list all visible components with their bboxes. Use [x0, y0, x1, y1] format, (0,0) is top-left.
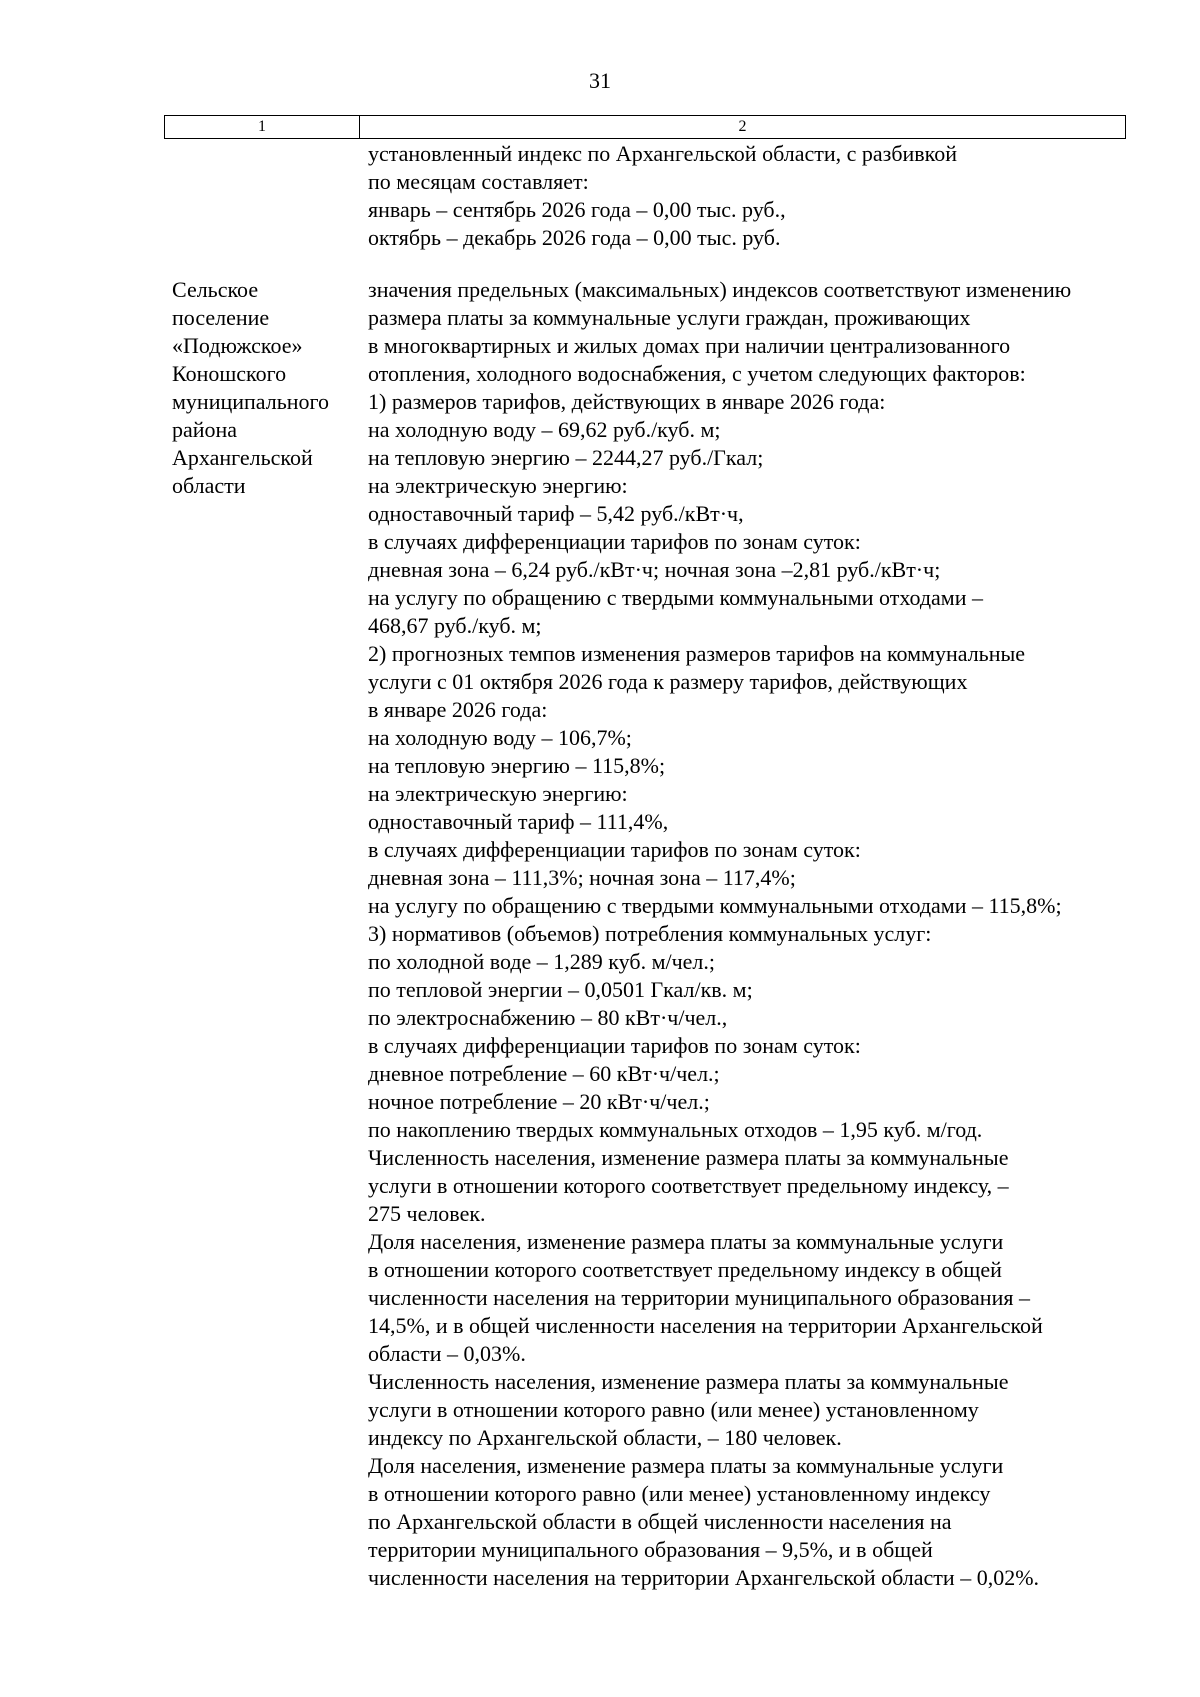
description-line: численности населения на территории муниципального образования – [368, 1285, 1030, 1310]
description-line: 2) прогнозных темпов изменения размеров тарифов на коммунальные [368, 641, 1026, 666]
description-line: одноставочный тариф – 111,4%, [368, 809, 669, 834]
index-description [368, 276, 1071, 1592]
description-line: в случаях дифференциации тарифов по зонам суток: [368, 1033, 861, 1058]
description-line: услуги в отношении которого соответствует предельному индексу, – [368, 1173, 1009, 1198]
description-line: по тепловой энергии – 0,0501 Гкал/кв. м; [368, 977, 753, 1002]
continuation-line: январь – сентябрь 2026 года – 0,00 тыс. руб., [368, 197, 786, 222]
description-line: 1) размеров тарифов, действующих в январе 2026 года: [368, 389, 886, 414]
description-line: по Архангельской области в общей численности населения на [368, 1509, 952, 1534]
description-line: области – 0,03%. [368, 1341, 526, 1366]
description-line: 468,67 руб./куб. м; [368, 613, 542, 638]
description-line: индексу по Архангельской области, – 180 человек. [368, 1425, 842, 1450]
municipality-name [172, 276, 329, 500]
description-line: на холодную воду – 106,7%; [368, 725, 632, 750]
description-line: территории муниципального образования – 9,5%, и в общей [368, 1537, 933, 1562]
description-line: Доля населения, изменение размера платы за коммунальные услуги [368, 1229, 1004, 1254]
municipality-line: Архангельской [172, 445, 313, 470]
page-number: 31 [589, 68, 611, 93]
table-header-row [164, 115, 1126, 139]
description-line: на тепловую энергию – 115,8%; [368, 753, 666, 778]
description-line: на услугу по обращению с твердыми коммунальными отходами – 115,8%; [368, 893, 1062, 918]
description-line: отопления, холодного водоснабжения, с учетом следующих факторов: [368, 361, 1026, 386]
description-line: на услугу по обращению с твердыми коммунальными отходами – [368, 585, 984, 610]
municipality-line: поселение [172, 305, 270, 330]
description-line: численности населения на территории Архангельской области – 0,02%. [368, 1565, 1040, 1590]
continuation-text [368, 140, 957, 252]
description-line: значения предельных (максимальных) индексов соответствуют изменению [368, 277, 1072, 302]
description-line: в январе 2026 года: [368, 697, 548, 722]
description-line: в многоквартирных и жилых домах при наличии централизованного [368, 333, 1011, 358]
municipality-line: «Подюжское» [172, 333, 303, 358]
description-line: Доля населения, изменение размера платы за коммунальные услуги [368, 1453, 1004, 1478]
description-line: одноставочный тариф – 5,42 руб./кВт·ч, [368, 501, 744, 526]
municipality-line: муниципального [172, 389, 330, 414]
description-line: дневная зона – 111,3%; ночная зона – 117,4%; [368, 865, 796, 890]
municipality-line: Коношского [172, 361, 287, 386]
description-line: услуги с 01 октября 2026 года к размеру тарифов, действующих [368, 669, 968, 694]
description-line: 275 человек. [368, 1201, 486, 1226]
description-line: Численность населения, изменение размера платы за коммунальные [368, 1369, 1009, 1394]
municipality-line: области [172, 473, 246, 498]
description-line: Численность населения, изменение размера платы за коммунальные [368, 1145, 1009, 1170]
description-line: дневная зона – 6,24 руб./кВт·ч; ночная зона –2,81 руб./кВт·ч; [368, 557, 941, 582]
description-line: в случаях дифференциации тарифов по зонам суток: [368, 529, 861, 554]
description-line: по накоплению твердых коммунальных отходов – 1,95 куб. м/год. [368, 1117, 983, 1142]
description-line: размера платы за коммунальные услуги граждан, проживающих [368, 305, 971, 330]
continuation-line: по месяцам составляет: [368, 169, 589, 194]
description-line: на электрическую энергию: [368, 473, 628, 498]
description-line: 3) нормативов (объемов) потребления коммунальных услуг: [368, 921, 932, 946]
description-line: на холодную воду – 69,62 руб./куб. м; [368, 417, 721, 442]
table-header-col2: 2 [738, 118, 747, 135]
description-line: в отношении которого равно (или менее) установленному индексу [368, 1481, 991, 1506]
continuation-line: октябрь – декабрь 2026 года – 0,00 тыс. руб. [368, 225, 781, 250]
description-line: в отношении которого соответствует предельному индексу в общей [368, 1257, 1002, 1282]
description-line: ночное потребление – 20 кВт·ч/чел.; [368, 1089, 710, 1114]
description-line: дневное потребление – 60 кВт·ч/чел.; [368, 1061, 720, 1086]
description-line: по электроснабжению – 80 кВт·ч/чел., [368, 1005, 728, 1030]
municipality-line: района [172, 417, 238, 442]
description-line: 14,5%, и в общей численности населения на территории Архангельской [368, 1313, 1043, 1338]
description-line: по холодной воде – 1,289 куб. м/чел.; [368, 949, 716, 974]
description-line: на тепловую энергию – 2244,27 руб./Гкал; [368, 445, 764, 470]
municipality-line: Сельское [172, 277, 259, 302]
table-header-col1: 1 [165, 116, 360, 138]
continuation-line: установленный индекс по Архангельской области, с разбивкой [368, 141, 958, 166]
description-line: в случаях дифференциации тарифов по зонам суток: [368, 837, 861, 862]
description-line: услуги в отношении которого равно (или менее) установленному [368, 1397, 979, 1422]
description-line: на электрическую энергию: [368, 781, 628, 806]
